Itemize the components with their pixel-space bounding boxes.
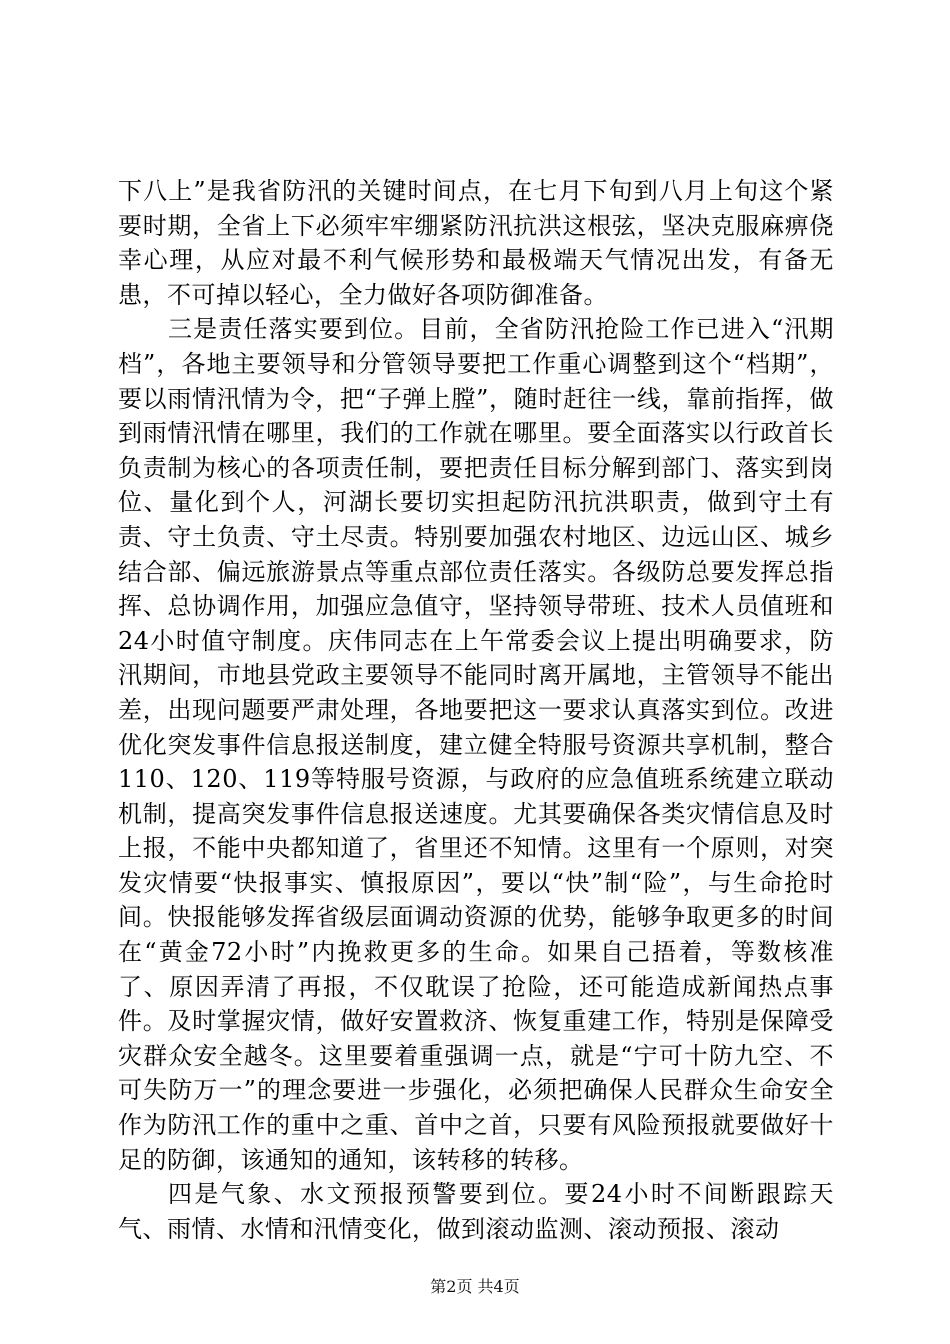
body-text: [118, 174, 834, 1246]
page-number-footer: 第2页 共4页: [430, 1277, 520, 1296]
paragraph-responsibility: 三是责任落实要到位。目前，全省防汛抢险工作已进入“汛期档”，各地主要领导和分管领导要把工作重心调整到这个“档期”，要以雨情汛情为令，把“子弹上膛”，随时赶往一线，靠前指挥，做到雨情汛情在哪里，我们的工作就在哪里。要全面落实以行政首长负责制为核心的各项责任制，要把责任目标分解到部门、落实到岗位、量化到个人，河湖长要切实担起防汛抗洪职责，做到守土有责、守土负责、守土尽责。特别要加强农村地区、边远山区、城乡结合部、偏远旅游景点等重点部位责任落实。各级防总要发挥总指挥、总协调作用，加强应急值守，坚持领导带班、技术人员值班和24小时值守制度。庆伟同志在上午常委会议上提出明确要求，防汛期间，市地县党政主要领导不能同时离开属地，主管领导不能出差，出现问题要严肃处理，各地要把这一要求认真落实到位。改进优化突发事件信息报送制度，建立健全特服号资源共享机制，整合110、120、119等特服号资源，与政府的应急值班系统建立联动机制，提高突发事件信息报送速度。尤其要确保各类灾情信息及时上报，不能中央都知道了，省里还不知情。这里有一个原则，对突发灾情要“快报事实、慎报原因”，要以“快”制“险”，与生命抢时间。快报能够发挥省级层面调动资源的优势，能够争取更多的时间在“黄金72小时”内挽救更多的生命。如果自己捂着，等数核准了、原因弄清了再报，不仅耽误了抢险，还可能造成新闻热点事件。及时掌握灾情，做好安置救济、恢复重建工作，特别是保障受灾群众安全越冬。这里要着重强调一点，就是“宁可十防九空、不可失防万一”的理念要进一步强化，必须把确保人民群众生命安全作为防汛工作的重中之重、首中之首，只要有风险预报就要做好十足的防御，该通知的通知，该转移的转移。: [118, 315, 834, 1174]
paragraph-forecast: 四是气象、水文预报预警要到位。要24小时不间断跟踪天气、雨情、水情和汛情变化，做到滚动监测、滚动预报、滚动: [118, 1180, 834, 1243]
paragraph-continuation: 下八上”是我省防汛的关键时间点，在七月下旬到八月上旬这个紧要时期，全省上下必须牢牢绷紧防汛抗洪这根弦，坚决克服麻痹侥幸心理，从应对最不利气候形势和最极端天气情况出发，有备无患，不可掉以轻心，全力做好各项防御准备。: [118, 177, 834, 309]
